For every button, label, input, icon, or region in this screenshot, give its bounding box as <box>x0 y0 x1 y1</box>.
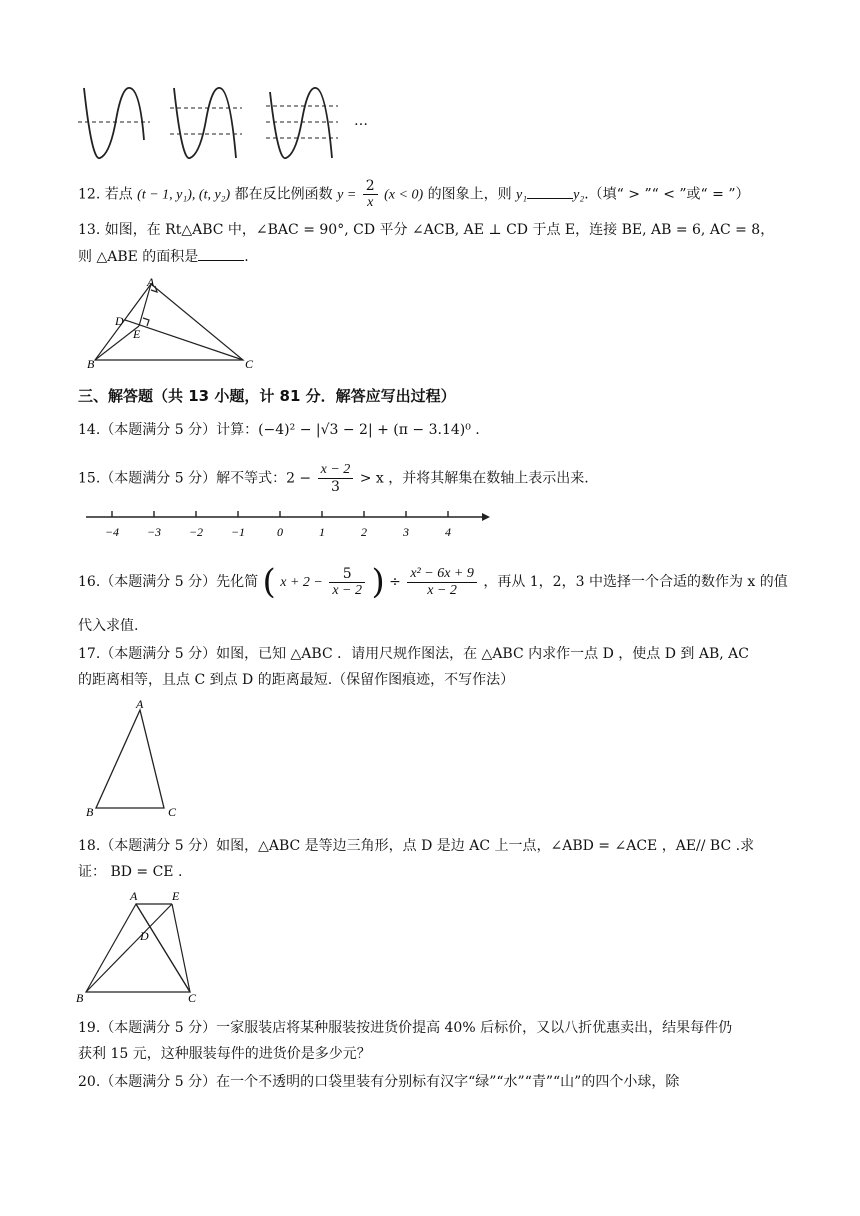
axis-tick-label: 3 <box>403 525 409 539</box>
question-16: 16.（本题满分 5 分）先化简 ( x + 2 − $\frac{5}{x - 2}$ ) ÷ $\frac{\text{x² − 6x + 9}}{x - 2}$ ，再从 1，2，3 中选择一个合适的数作为 x 的值 <box>78 562 788 602</box>
question-18-line1: 18.（本题满分 5 分）如图，△ABC 是等边三角形，点 D 是边 AC 上一点，∠ABD = ∠ACE ，AE// BC .求 <box>78 838 755 854</box>
figure-17-triangle <box>82 698 192 824</box>
continuation-dots: … <box>354 113 368 129</box>
fraction-q16-b: $\frac{\text{x² − 6x + 9}}{x - 2}$ <box>407 566 477 599</box>
question-19-line1: 19.（本题满分 5 分）一家服装店将某种服装按进货价提高 40% 后标价，又以八折优惠卖出，结果每件仍 <box>78 1020 733 1036</box>
axis-tick-label: −1 <box>230 525 246 539</box>
question-18-line2: 证： BD = CE . <box>78 864 183 880</box>
question-17-line1: 17.（本题满分 5 分）如图，已知 △ABC ．请用尺规作图法，在 △ABC 内求作一点 D ，使点 D 到 AB, AC <box>78 646 749 662</box>
fraction-q16-a: $\frac{5}{x - 2}$ <box>329 566 365 599</box>
question-13-line2: 则 △ABE 的面积是 . <box>78 246 249 267</box>
question-12: 12. 若点 (t − 1, y₁), (t, y₂) 都在反比例函数 y = $\frac{2}{x}$ (x < 0) 的图象上，则 y₁ y₂.（填“ > ”“ < ”或“ = ”） <box>78 178 750 210</box>
axis-tick-label: −3 <box>146 525 162 539</box>
label-18-C: C <box>188 991 197 1005</box>
answer-blank-13[interactable] <box>198 246 244 261</box>
label-18-A: A <box>130 889 138 903</box>
axis-tick-label: −2 <box>188 525 204 539</box>
label-17-C: C <box>168 805 177 819</box>
axis-tick-label: 1 <box>319 525 325 539</box>
question-13-line1: 13. 如图，在 Rt△ABC 中，∠BAC = 90°, CD 平分 ∠ACB, AE ⊥ CD 于点 E，连接 BE, AB = 6, AC = 8， <box>78 222 775 238</box>
axis-tick-label: −4 <box>104 525 120 539</box>
question-14: 14.（本题满分 5 分）计算：(−4)² − |√3 − 2| + (π − 3.14)⁰ . <box>78 422 480 438</box>
label-18-E: E <box>172 889 180 903</box>
question-19-line2: 获利 15 元，这种服装每件的进货价是多少元？ <box>78 1046 371 1062</box>
sine-wave-figures <box>70 80 380 166</box>
figure-13-triangle <box>85 278 265 370</box>
label-17-B: B <box>86 805 94 819</box>
fraction-2-over-x: $\frac{2}{x}$ <box>363 178 378 211</box>
figure-18-triangle <box>74 888 204 1006</box>
axis-tick-label: 0 <box>277 525 283 539</box>
axis-tick-label: 2 <box>361 525 367 539</box>
label-13-D: D <box>115 314 124 328</box>
label-13-E: E <box>133 327 141 341</box>
number-line <box>82 506 492 542</box>
label-13-C: C <box>245 357 254 370</box>
label-13-B: B <box>87 357 95 370</box>
question-20-line1: 20.（本题满分 5 分）在一个不透明的口袋里装有分别标有汉字“绿”“水”“青”“山”的四个小球，除 <box>78 1074 680 1090</box>
axis-tick-label: 4 <box>445 525 451 539</box>
label-13-A: A <box>147 278 155 289</box>
label-17-A: A <box>136 698 144 711</box>
question-16-line2: 代入求值. <box>78 618 139 634</box>
section-3-heading: 三、解答题（共 13 小题，计 81 分．解答应写出过程） <box>78 387 456 405</box>
label-18-B: B <box>76 991 84 1005</box>
answer-blank-12[interactable] <box>527 184 573 199</box>
question-15: 15.（本题满分 5 分）解不等式：2 − $\frac{x - 2}{3}$ > x ，并将其解集在数轴上表示出来. <box>78 462 589 495</box>
right-paren: ) <box>371 562 385 602</box>
fraction-q15: $\frac{x - 2}{3}$ <box>318 462 354 495</box>
left-paren: ( <box>262 562 276 602</box>
label-18-D: D <box>140 929 149 943</box>
question-17-line2: 的距离相等，且点 C 到点 D 的距离最短.（保留作图痕迹，不写作法） <box>78 672 515 688</box>
